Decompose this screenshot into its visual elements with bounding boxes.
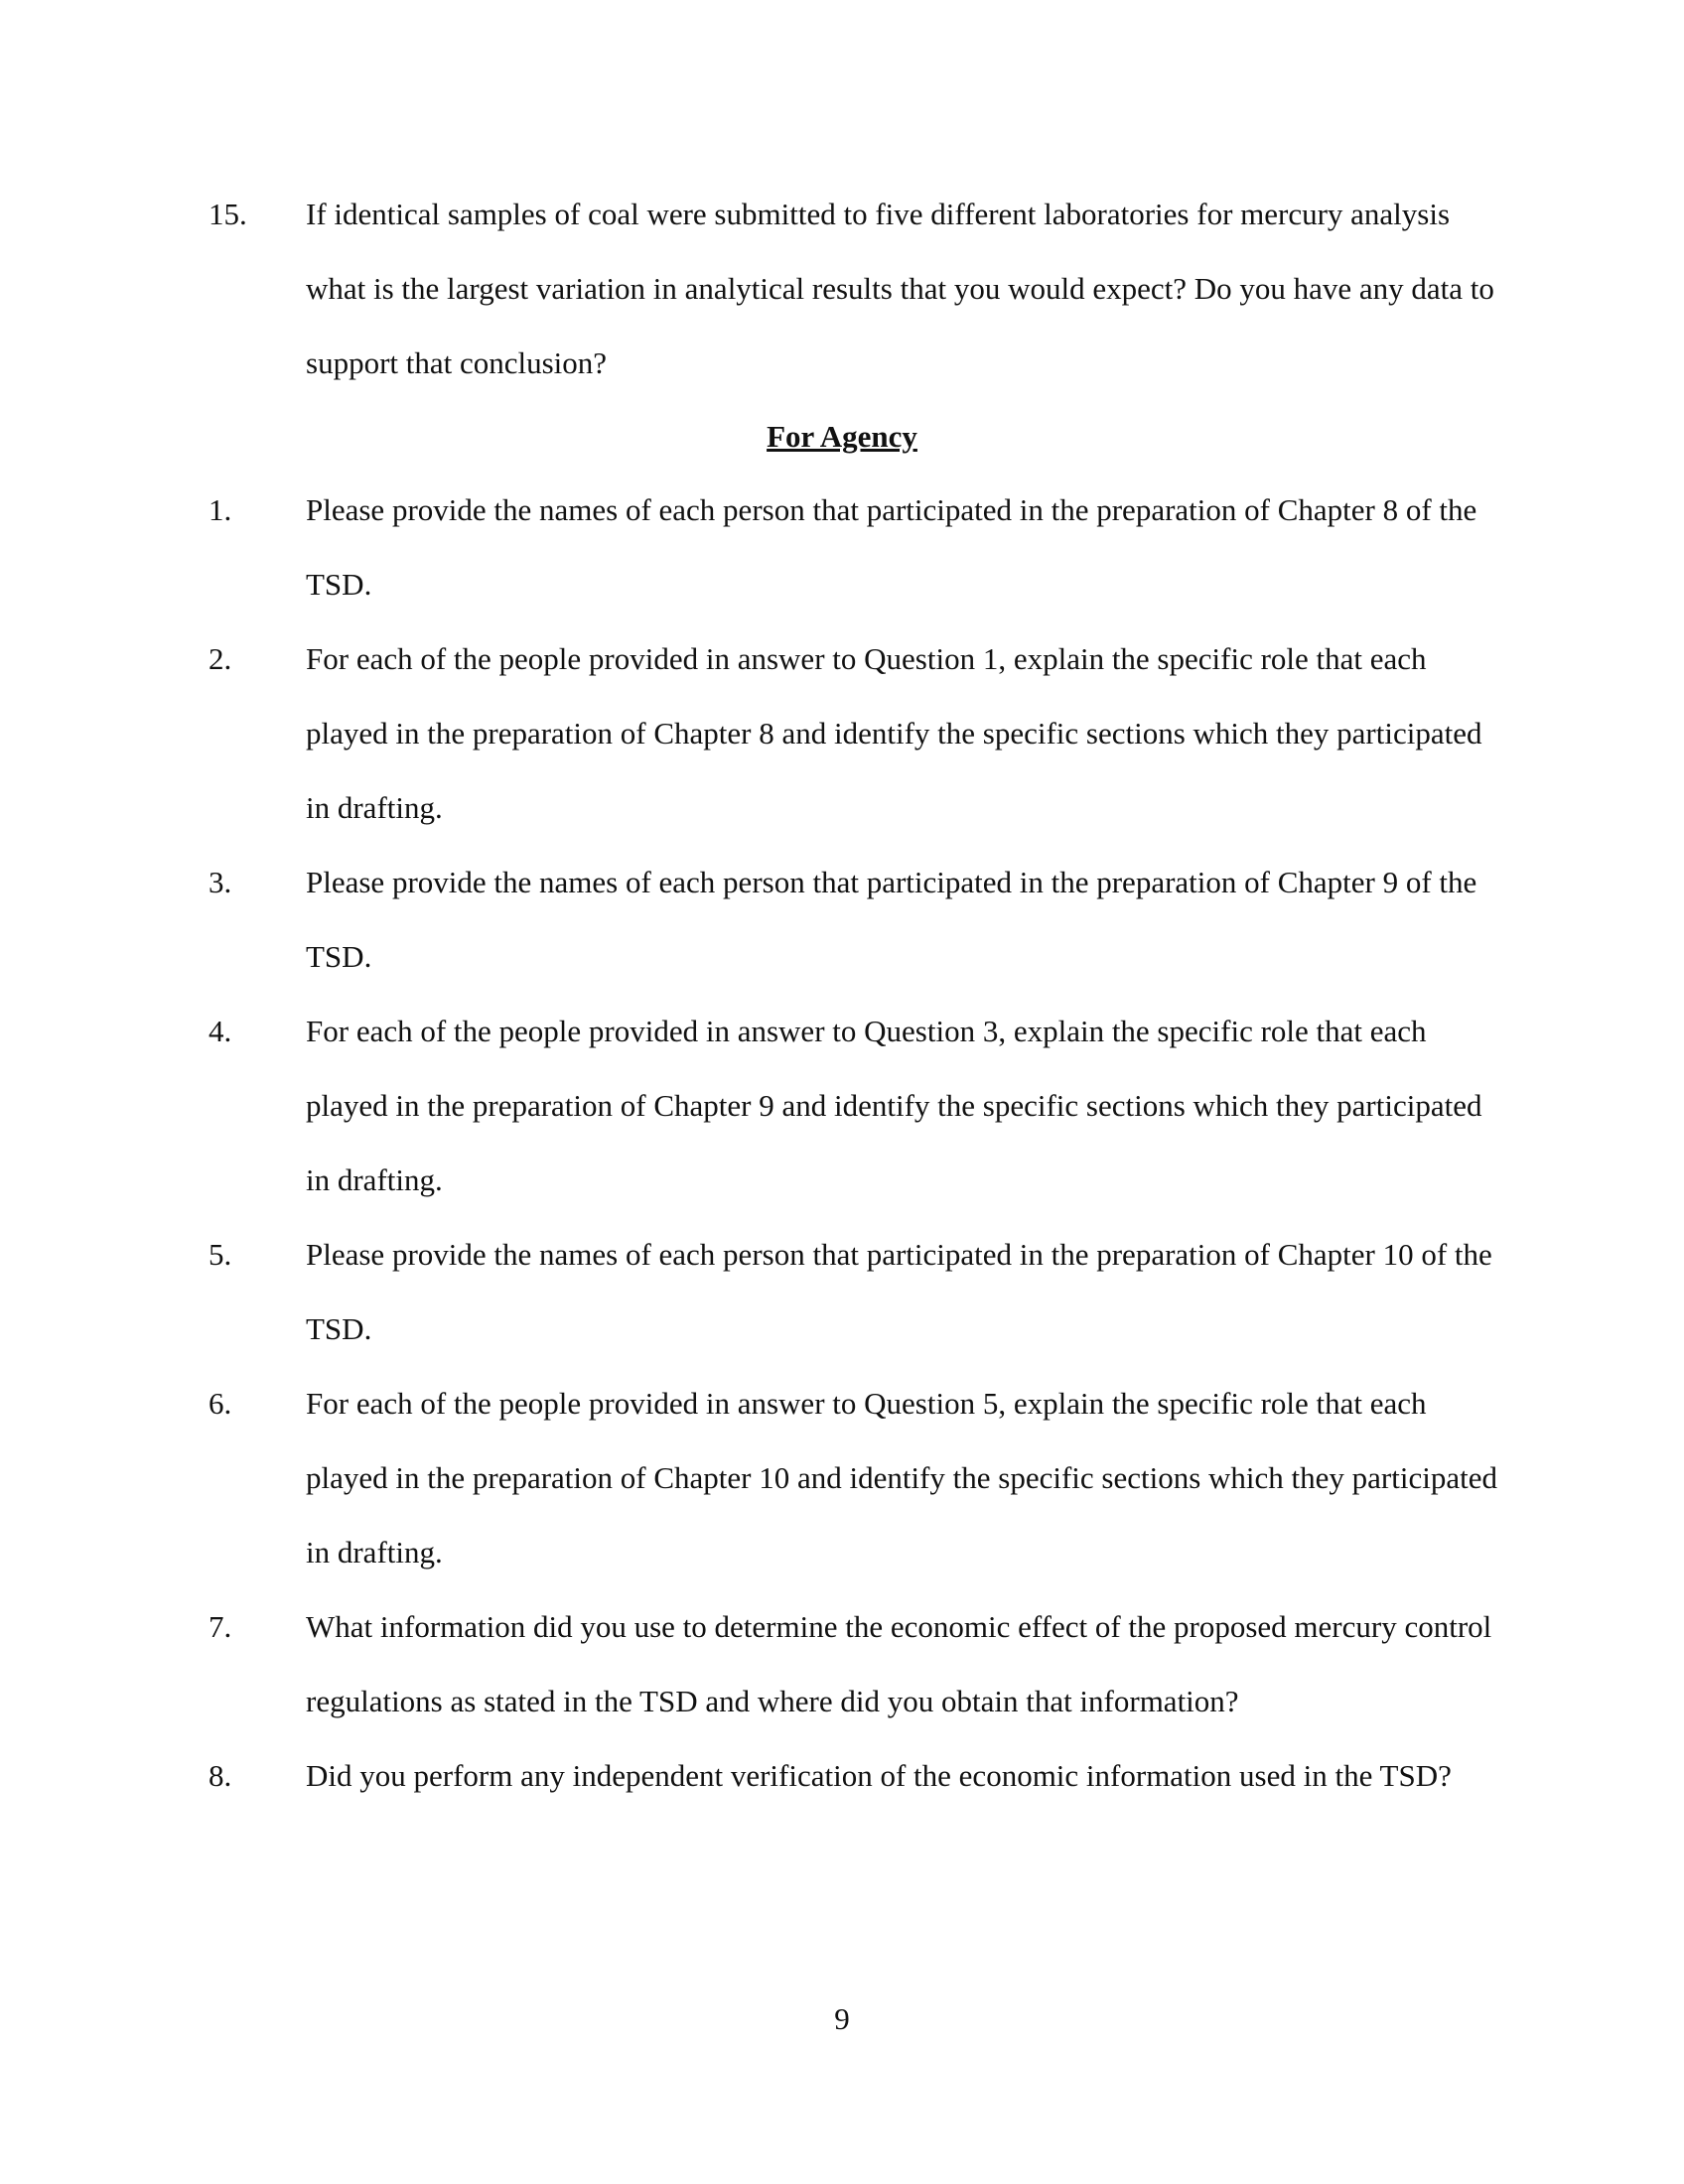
page-number: 9 <box>834 2001 850 2036</box>
question-number: 7. <box>209 1609 232 1644</box>
question-text: What information did you use to determine the economic effect of the proposed mercury control regulations as stated in the TSD and where did you obtain that information? <box>306 1609 1492 1718</box>
question-text: Did you perform any independent verification of the economic information used in the TSD? <box>306 1758 1452 1793</box>
question-text: For each of the people provided in answer to Question 3, explain the specific role that each played in the preparation of Chapter 9 and identify the specific sections which they participated in drafting. <box>306 1014 1482 1197</box>
question-number: 5. <box>209 1237 232 1272</box>
question-text: Please provide the names of each person that participated in the preparation of Chapter 10 of the TSD. <box>306 1237 1492 1346</box>
question-text: For each of the people provided in answer to Question 1, explain the specific role that each played in the preparation of Chapter 8 and identify the specific sections which they participated in drafting. <box>306 641 1482 825</box>
question-number: 2. <box>209 641 232 676</box>
question-number: 4. <box>209 1014 232 1048</box>
question-number: 15. <box>209 197 247 231</box>
section-heading: For Agency <box>767 419 917 454</box>
question-number: 1. <box>209 492 232 527</box>
question-number: 8. <box>209 1758 232 1793</box>
question-text: Please provide the names of each person that participated in the preparation of Chapter 9 of the TSD. <box>306 865 1477 974</box>
question-number: 3. <box>209 865 232 899</box>
question-text: For each of the people provided in answer to Question 5, explain the specific role that each played in the preparation of Chapter 10 and identify the specific sections which they participated in drafting. <box>306 1386 1497 1570</box>
question-text: If identical samples of coal were submitted to five different laboratories for mercury analysis what is the largest variation in analytical results that you would expect? Do you have any data to support that conclusion? <box>306 197 1494 380</box>
question-text: Please provide the names of each person that participated in the preparation of Chapter 8 of the TSD. <box>306 492 1477 602</box>
question-number: 6. <box>209 1386 232 1421</box>
